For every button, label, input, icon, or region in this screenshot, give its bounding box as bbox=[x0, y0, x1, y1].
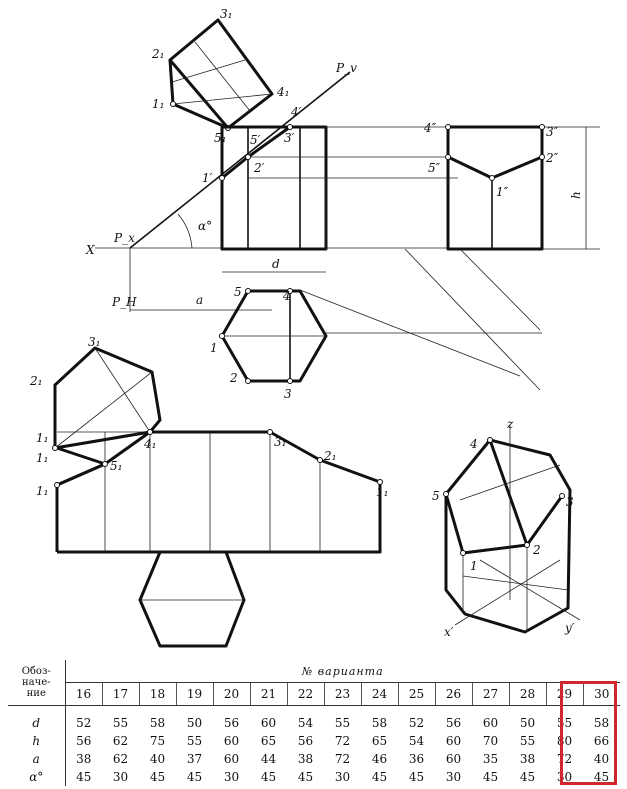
param-value: 40 bbox=[149, 752, 166, 766]
label-plan-4: 4 bbox=[283, 289, 291, 303]
label-5-1: 5₁ bbox=[214, 131, 227, 145]
param-name: a bbox=[8, 750, 65, 768]
param-value: 55 bbox=[519, 734, 536, 748]
param-row bbox=[8, 768, 620, 786]
param-value: 55 bbox=[556, 716, 573, 730]
param-row bbox=[8, 750, 620, 768]
variant-table bbox=[8, 660, 620, 786]
param-value: 44 bbox=[260, 752, 277, 766]
dev-label-1-1d: 1₁ bbox=[376, 485, 389, 499]
variant-number: 22 bbox=[287, 683, 324, 706]
param-value: 40 bbox=[593, 752, 610, 766]
variant-number: 29 bbox=[546, 683, 583, 706]
param-name: h bbox=[8, 732, 65, 750]
label-plan-3: 3 bbox=[284, 387, 292, 401]
param-value: 62 bbox=[112, 752, 129, 766]
param-value: 45 bbox=[149, 770, 166, 784]
plane-traces bbox=[85, 61, 460, 257]
label-1-prime: 1′ bbox=[202, 171, 213, 185]
variant-number: 26 bbox=[435, 683, 472, 706]
label-3-dprime: 3″ bbox=[546, 125, 559, 139]
dev-label-3-1: 3₁ bbox=[88, 335, 101, 349]
auxiliary-view bbox=[151, 7, 300, 145]
param-value: 45 bbox=[408, 770, 425, 784]
param-value: 30 bbox=[112, 770, 129, 784]
param-value: 58 bbox=[149, 716, 166, 730]
param-value: 58 bbox=[371, 716, 388, 730]
param-value: 36 bbox=[408, 752, 425, 766]
param-name: α° bbox=[8, 768, 65, 786]
variant-number: 20 bbox=[213, 683, 250, 706]
label-ph: P_H bbox=[112, 295, 137, 309]
param-value: 45 bbox=[482, 770, 499, 784]
label-2-dprime: 2″ bbox=[546, 151, 559, 165]
param-value: 72 bbox=[556, 752, 573, 766]
param-value: 54 bbox=[297, 716, 314, 730]
label-x-axis: X bbox=[86, 243, 95, 257]
iso-label-1: 1 bbox=[470, 559, 478, 573]
label-plan-1: 1 bbox=[210, 341, 218, 355]
param-value: 55 bbox=[112, 716, 129, 730]
label-3-prime: 3′ bbox=[284, 131, 295, 145]
param-value: 52 bbox=[76, 716, 92, 730]
param-value: 72 bbox=[334, 752, 351, 766]
param-value: 30 bbox=[445, 770, 462, 784]
variant-number: 23 bbox=[324, 683, 361, 706]
param-row bbox=[8, 706, 620, 733]
variant-title: № варианта bbox=[65, 660, 620, 683]
dev-label-1-1c: 1₁ bbox=[36, 484, 49, 498]
dev-label-1-1b: 1₁ bbox=[36, 451, 49, 465]
dev-label-4-1: 4₁ bbox=[144, 437, 157, 451]
iso-label-2: 2 bbox=[533, 543, 541, 557]
iso-label-4: 4 bbox=[470, 437, 478, 451]
param-value: 55 bbox=[186, 734, 203, 748]
param-value: 58 bbox=[593, 716, 610, 730]
param-value: 65 bbox=[260, 734, 277, 748]
param-value: 50 bbox=[519, 716, 536, 730]
variant-number: 25 bbox=[398, 683, 435, 706]
variant-number: 18 bbox=[139, 683, 176, 706]
param-value: 60 bbox=[482, 716, 499, 730]
param-value: 37 bbox=[186, 752, 203, 766]
param-value: 45 bbox=[593, 770, 610, 784]
label-px: P_x bbox=[114, 231, 135, 245]
param-value: 50 bbox=[186, 716, 203, 730]
param-value: 62 bbox=[112, 734, 129, 748]
variant-number: 16 bbox=[65, 683, 102, 706]
label-4-dprime: 4″ bbox=[424, 121, 437, 135]
label-4-1: 4₁ bbox=[277, 85, 290, 99]
label-5-prime: 5′ bbox=[250, 133, 261, 147]
param-value: 55 bbox=[334, 716, 351, 730]
label-2-1: 2₁ bbox=[152, 47, 165, 61]
label-1-1: 1₁ bbox=[152, 97, 165, 111]
label-plan-5: 5 bbox=[234, 285, 242, 299]
param-value: 45 bbox=[371, 770, 388, 784]
dev-label-3-1b: 3₁ bbox=[274, 435, 287, 449]
param-value: 45 bbox=[186, 770, 203, 784]
param-value: 60 bbox=[223, 734, 240, 748]
label-5-dprime: 5″ bbox=[428, 161, 441, 175]
param-value: 56 bbox=[76, 734, 92, 748]
dev-label-1-1a: 1₁ bbox=[36, 431, 49, 445]
label-2-prime: 2′ bbox=[254, 161, 265, 175]
param-value: 45 bbox=[76, 770, 92, 784]
label-alpha: α° bbox=[198, 219, 213, 233]
iso-label-z: z bbox=[507, 417, 514, 431]
variant-values bbox=[8, 706, 620, 787]
designation-header: Обоз- наче- ние bbox=[8, 660, 65, 706]
param-value: 66 bbox=[593, 734, 610, 748]
param-value: 75 bbox=[149, 734, 166, 748]
param-value: 52 bbox=[408, 716, 425, 730]
label-d: d bbox=[272, 257, 280, 271]
param-value: 45 bbox=[297, 770, 314, 784]
label-4-prime: 4′ bbox=[291, 105, 302, 119]
variant-number: 28 bbox=[509, 683, 546, 706]
iso-label-3: 3 bbox=[566, 495, 574, 509]
param-value: 65 bbox=[371, 734, 388, 748]
param-value: 45 bbox=[519, 770, 536, 784]
param-value: 30 bbox=[223, 770, 240, 784]
param-value: 56 bbox=[297, 734, 314, 748]
param-value: 72 bbox=[334, 734, 351, 748]
param-name: d bbox=[8, 706, 65, 733]
param-value: 30 bbox=[556, 770, 573, 784]
label-pv: P_v bbox=[336, 61, 357, 75]
label-plan-2: 2 bbox=[230, 371, 238, 385]
param-value: 56 bbox=[223, 716, 240, 730]
plan-view bbox=[210, 285, 326, 401]
param-row bbox=[8, 732, 620, 750]
variant-numbers-row bbox=[8, 683, 620, 706]
param-value: 60 bbox=[445, 734, 462, 748]
front-view bbox=[111, 105, 458, 312]
param-value: 60 bbox=[260, 716, 277, 730]
variant-number: 27 bbox=[472, 683, 509, 706]
variant-number: 19 bbox=[176, 683, 213, 706]
variant-number: 17 bbox=[102, 683, 139, 706]
label-a: a bbox=[196, 293, 204, 307]
iso-label-y: y′ bbox=[565, 621, 575, 635]
param-value: 38 bbox=[519, 752, 536, 766]
param-value: 60 bbox=[445, 752, 462, 766]
development bbox=[29, 335, 388, 646]
label-h: h bbox=[569, 191, 583, 199]
dev-label-2-1b: 2₁ bbox=[324, 449, 337, 463]
variant-number: 24 bbox=[361, 683, 398, 706]
variant-number: 21 bbox=[250, 683, 287, 706]
dev-label-2-1: 2₁ bbox=[30, 374, 43, 388]
iso-label-x: x′ bbox=[444, 625, 454, 639]
label-3-1: 3₁ bbox=[220, 7, 233, 21]
param-value: 56 bbox=[445, 716, 462, 730]
param-value: 80 bbox=[556, 734, 573, 748]
param-value: 30 bbox=[334, 770, 351, 784]
iso-label-5: 5 bbox=[432, 489, 440, 503]
param-value: 60 bbox=[223, 752, 240, 766]
param-value: 54 bbox=[408, 734, 425, 748]
dev-label-5-1: 5₁ bbox=[110, 459, 123, 473]
variant-number: 30 bbox=[583, 683, 620, 706]
isometric-view bbox=[432, 417, 580, 639]
param-value: 38 bbox=[76, 752, 92, 766]
param-value: 46 bbox=[371, 752, 388, 766]
variants-table bbox=[8, 660, 620, 786]
param-value: 35 bbox=[482, 752, 499, 766]
side-view bbox=[300, 121, 600, 390]
param-value: 38 bbox=[297, 752, 314, 766]
label-1-dprime: 1″ bbox=[496, 185, 509, 199]
param-value: 45 bbox=[260, 770, 277, 784]
param-value: 70 bbox=[482, 734, 499, 748]
